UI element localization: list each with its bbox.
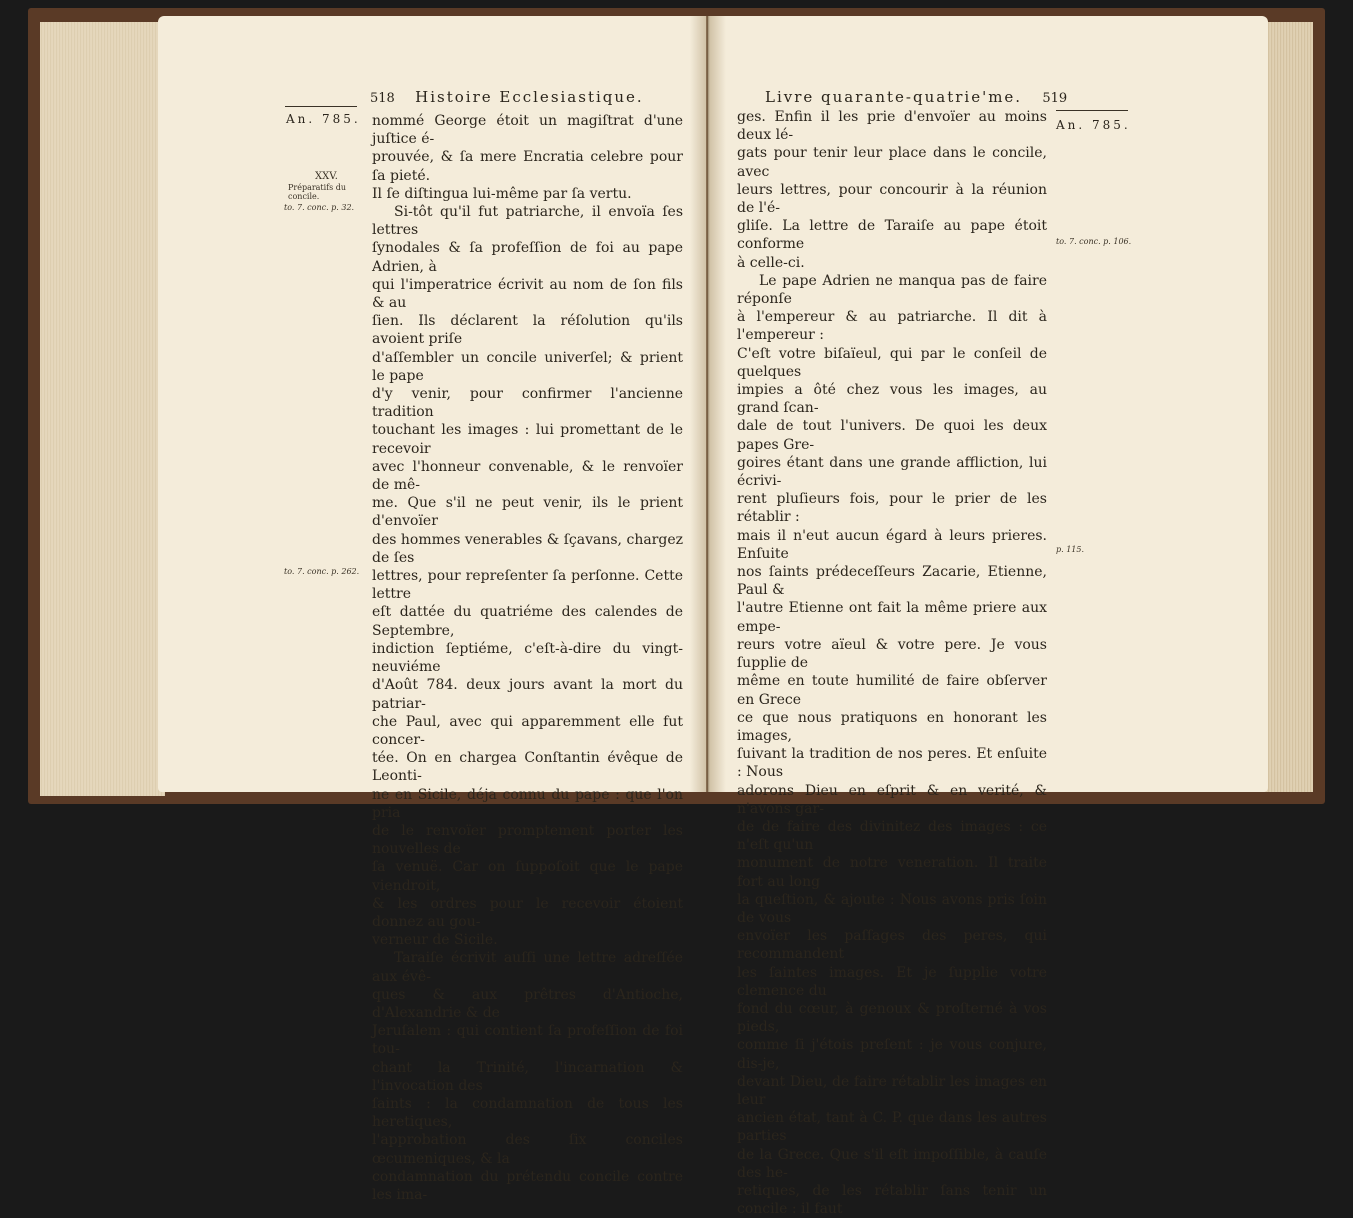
- text-line: leurs lettres, pour concourir à la réunion de l'é-: [737, 181, 1047, 217]
- right-running-head: Livre quarante-quatrie'me.: [765, 88, 1023, 106]
- right-text-block: [737, 108, 1047, 1218]
- text-line: ancien état, tant à C. P. que dans les autres parties: [737, 1110, 1047, 1145]
- section-title-line-2: concile.: [288, 192, 320, 201]
- text-line: reurs votre aïeul & votre pere. Je vous ſupplie de: [737, 636, 1047, 672]
- left-margin-rule: [285, 106, 357, 107]
- text-line: rent pluſieurs fois, pour le prier de les rétablir :: [737, 491, 1047, 526]
- text-line: Si-tôt qu'il fut patriarche, il envoïa ſes lettres: [372, 204, 683, 239]
- text-line: nos ſaints prédeceſſeurs Zacarie, Etienne, Paul &: [737, 564, 1047, 599]
- text-line: chant la Trinité, l'incarnation & l'invocation des: [372, 1059, 683, 1094]
- text-line: condamnation du prétendu concile contre les ima-: [372, 1168, 683, 1203]
- right-margin-year: An. 785.: [1056, 118, 1131, 132]
- text-line: ſaints : la condamnation de tous les heretiques,: [372, 1095, 683, 1131]
- text-line: monument de notre veneration. Il traite fort au long: [737, 855, 1047, 890]
- left-marginal-note-2: to. 7. conc. p. 262.: [284, 567, 360, 576]
- text-line: che Paul, avec qui apparemment elle fut concer-: [372, 713, 683, 748]
- text-line: fond du cœur, à genoux & proſterné à vos pieds,: [737, 1000, 1047, 1036]
- text-line: mais il n'eut aucun égard à leurs prieres. Enſuite: [737, 527, 1047, 562]
- text-line: eſt dattée du quatriéme des calendes de Septembre,: [372, 604, 683, 639]
- text-line: indiction ſeptiéme, c'eſt-à-dire du vingt-neuviéme: [372, 640, 683, 676]
- section-title-line-1: Préparatifs du: [288, 183, 347, 192]
- section-number: XXV.: [315, 171, 338, 182]
- right-running-header: [765, 88, 1067, 106]
- text-line: qui l'imperatrice écrivit au nom de ſon fils & au: [372, 276, 683, 312]
- text-line: de la Grece. Que s'il eſt impoſſible, à cauſe des he-: [737, 1146, 1047, 1181]
- text-line: d'Août 784. deux jours avant la mort du patriar-: [372, 677, 683, 712]
- left-running-head: Histoire Ecclesiastique.: [415, 88, 644, 106]
- text-line: comme ſi j'étois preſent : je vous conjure, dis-je,: [737, 1037, 1047, 1072]
- text-line: ſa venuë. Car on ſuppoſoit que le pape viendroit,: [372, 859, 683, 894]
- text-line: d'aſſembler un concile univerſel; & prient le pape: [372, 349, 683, 384]
- text-line: à l'empereur & au patriarche. Il dit à l'empereur :: [737, 309, 1047, 344]
- text-line: de le renvoïer promptement porter les nouvelles de: [372, 822, 683, 858]
- text-line: envoïer les paſſages des peres, qui recommandent: [737, 928, 1047, 963]
- text-line: ſynodales & ſa profeſſion de foi au pape Adrien, à: [372, 240, 683, 275]
- text-line: Taraiſe écrivit auſſi une lettre adreſſée aux évê-: [372, 950, 683, 985]
- text-line: d'y venir, pour confirmer l'ancienne tradition: [372, 386, 683, 421]
- text-line: goires étant dans une grande affliction, lui écrivi-: [737, 454, 1047, 490]
- right-marginal-note-2: p. 115.: [1056, 545, 1085, 554]
- text-line: nommé George étoit un magiſtrat d'une juſtice é-: [372, 113, 683, 148]
- right-margin-rule: [1056, 110, 1128, 111]
- text-line: à celle-ci.: [737, 254, 805, 271]
- text-line: Jeruſalem : qui contient ſa profeſſion de foi tou-: [372, 1023, 683, 1058]
- text-line: ges. Enfin il les prie d'envoïer au moins deux lé-: [737, 109, 1047, 144]
- left-page-number: 518: [370, 91, 395, 106]
- text-line: gliſe. La lettre de Taraiſe au pape étoit conforme: [737, 218, 1047, 253]
- text-line: prouvée, & ſa mere Encratia celebre pour ſa pieté.: [372, 149, 683, 184]
- text-line: me. Que s'il ne peut venir, ils le prient d'envoïer: [372, 495, 683, 530]
- text-line: ſuivant la tradition de nos peres. Et enſuite : Nous: [737, 746, 1047, 781]
- text-line: des hommes venerables & ſçavans, chargez de ſes: [372, 531, 683, 566]
- text-line: retiques, de les rétablir ſans tenir un concile : il faut: [737, 1182, 1047, 1218]
- text-line: lettres, pour repreſenter ſa perſonne. Cette lettre: [372, 568, 683, 603]
- text-line: avec l'honneur convenable, & le renvoïer de mê-: [372, 458, 683, 494]
- text-line: dale de tout l'univers. De quoi les deux papes Gre-: [737, 418, 1047, 453]
- text-line: verneur de Sicile.: [372, 932, 498, 949]
- text-line: devant Dieu, de faire rétablir les images en leur: [737, 1073, 1047, 1108]
- text-line: même en toute humilité de faire obſerver en Grece: [737, 673, 1047, 708]
- text-line: Il ſe diſtingua lui-même par ſa vertu.: [372, 185, 632, 202]
- text-line: l'approbation des ſix conciles œcumeniques, & la: [372, 1132, 683, 1167]
- text-line: & les ordres pour le recevoir étoient donnez au gou-: [372, 895, 683, 930]
- text-line: la queſtion, & ajoute : Nous avons pris ſoin de vous: [737, 891, 1047, 926]
- text-line: tée. On en chargea Conſtantin évêque de Leonti-: [372, 750, 683, 785]
- text-line: gats pour tenir leur place dans le concile, avec: [737, 145, 1047, 180]
- left-text-block: [372, 112, 683, 1204]
- text-line: adorons Dieu en eſprit & en verité, & n'avons gar-: [737, 782, 1047, 817]
- text-line: les ſaintes images. Et je ſupplie votre clemence du: [737, 964, 1047, 999]
- text-line: l'autre Etienne ont fait la même priere aux empe-: [737, 600, 1047, 635]
- text-line: impies a ôté chez vous les images, au grand ſcan-: [737, 382, 1047, 417]
- right-page-number: 519: [1042, 91, 1068, 106]
- left-marginal-note-1: to. 7. conc. p. 32.: [284, 203, 355, 212]
- left-page-edges: [40, 22, 165, 796]
- left-margin-year: An. 785.: [286, 112, 361, 126]
- text-line: ſien. Ils déclarent la réſolution qu'ils avoient priſe: [372, 313, 683, 348]
- text-line: ques & aux prêtres d'Antioche, d'Alexandrie & de: [372, 986, 683, 1021]
- text-line: de de faire des divinitez des images : ce n'eſt qu'un: [737, 818, 1047, 854]
- text-line: touchant les images : lui promettant de le recevoir: [372, 422, 683, 457]
- text-line: ce que nous pratiquons en honorant les images,: [737, 709, 1047, 744]
- book-gutter: [690, 16, 726, 792]
- left-running-header: [370, 88, 644, 106]
- text-line: C'eſt votre biſaïeul, qui par le conſeil de quelques: [737, 345, 1047, 380]
- text-line: Le pape Adrien ne manqua pas de faire réponſe: [737, 272, 1047, 308]
- text-line: ne en Sicile, déja connu du pape : que l'on pria: [372, 786, 683, 821]
- right-marginal-note-1: to. 7. conc. p. 106.: [1056, 237, 1132, 246]
